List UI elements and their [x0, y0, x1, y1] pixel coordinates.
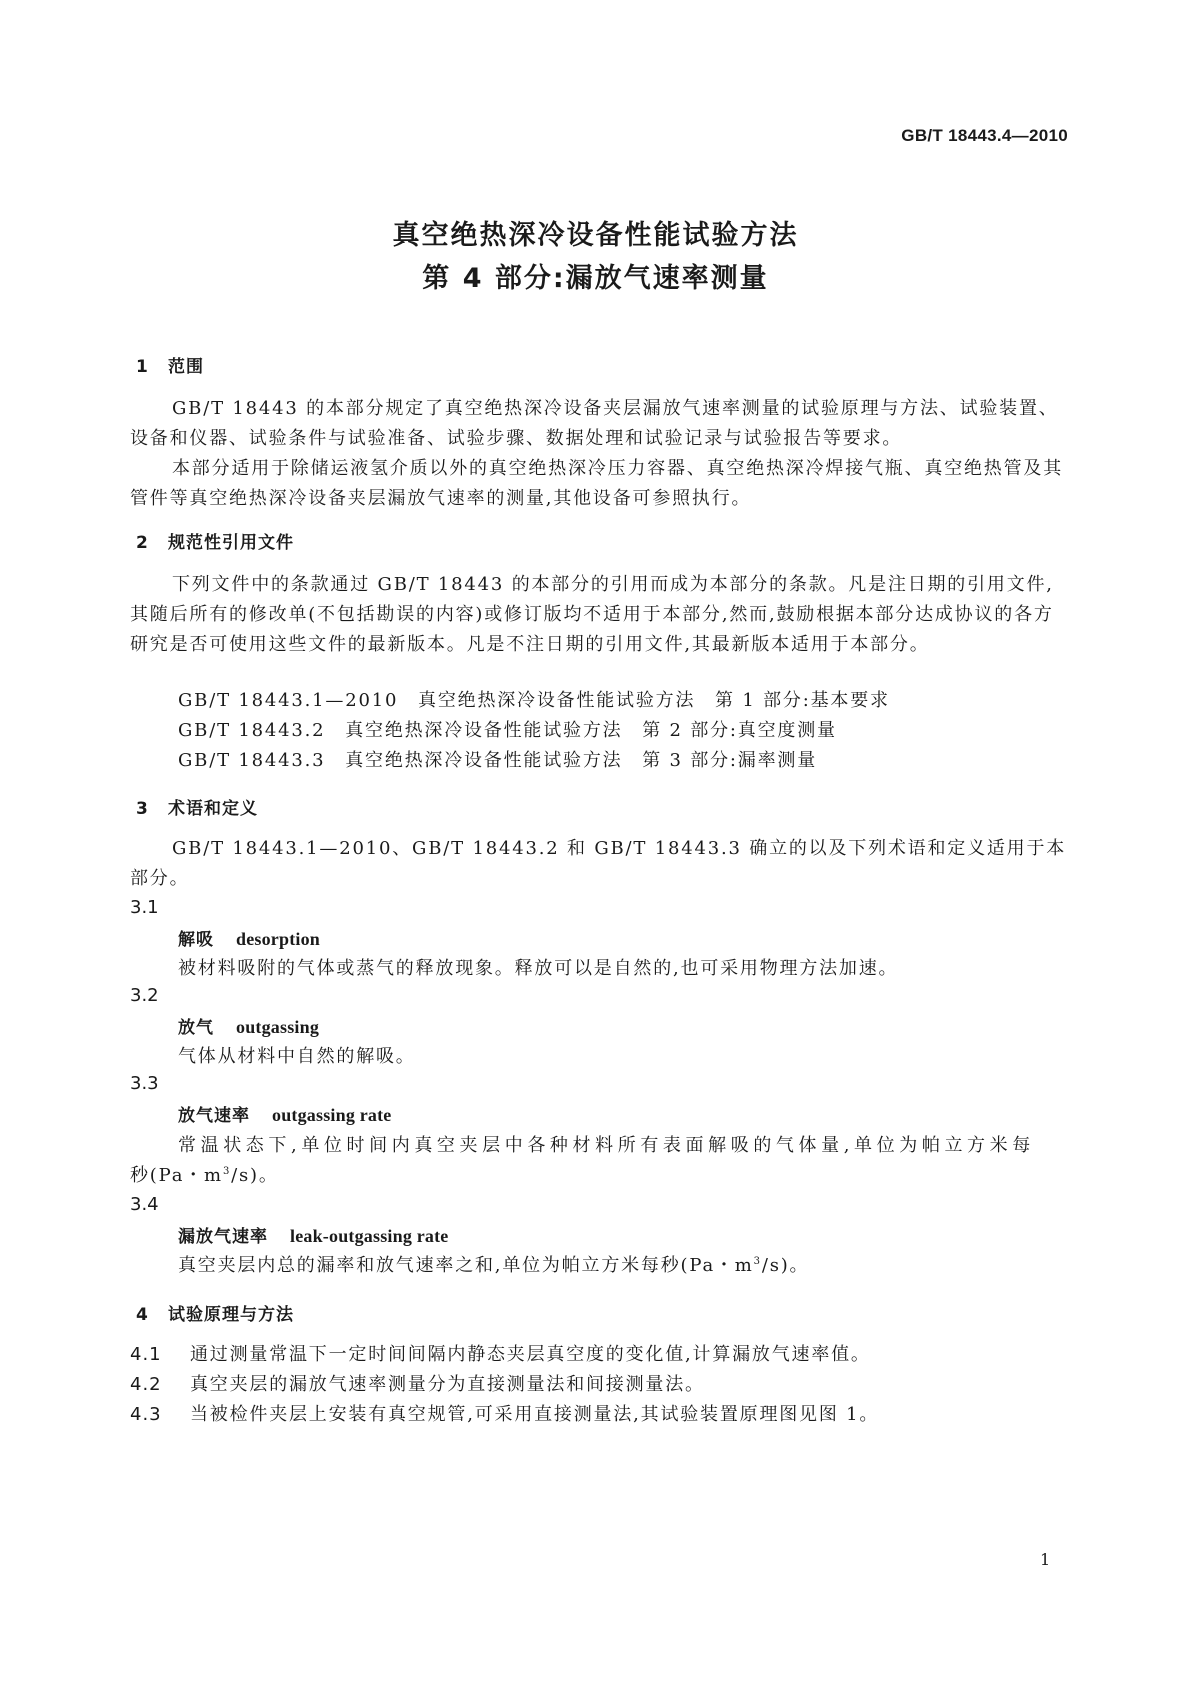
clause-item: 4.3 当被检件夹层上安装有真空规管,可采用直接测量法,其试验装置原理图见图 1。 [130, 1404, 880, 1425]
term-heading: 放气 outgassing [178, 1017, 320, 1038]
section-2-heading: 2 规范性引用文件 [136, 533, 294, 553]
term-definition: 常温状态下,单位时间内真空夹层中各种材料所有表面解吸的气体量,单位为帕立方米每 [178, 1135, 1035, 1156]
reference-item: GB/T 18443.1—2010 真空绝热深冷设备性能试验方法 第 1 部分:基本要求 [178, 690, 890, 711]
reference-item: GB/T 18443.2 真空绝热深冷设备性能试验方法 第 2 部分:真空度测量 [178, 720, 837, 741]
term-definition: 被材料吸附的气体或蒸气的释放现象。释放可以是自然的,也可采用物理方法加速。 [178, 958, 899, 979]
section-2-paragraph: 下列文件中的条款通过 GB/T 18443 的本部分的引用而成为本部分的条款。凡是注日期的引用文件,其随后所有的修改单(不包括勘误的内容)或修订版均不适用于本部分,然而,鼓励根据本部分达成协议的各方研究是否可使用这些文件的最新版本。凡是不注日期的引用文件,其最新版本适用于本部分。 [130, 574, 1054, 655]
term-heading: 漏放气速率 leak-outgassing rate [178, 1226, 449, 1247]
section-1-paragraph-2: 本部分适用于除储运液氢介质以外的真空绝热深冷压力容器、真空绝热深冷焊接气瓶、真空绝热管及其管件等真空绝热深冷设备夹层漏放气速率的测量,其他设备可参照执行。 [130, 458, 1063, 509]
document-title: 真空绝热深冷设备性能试验方法 [392, 220, 799, 251]
term-definition: 气体从材料中自然的解吸。 [178, 1046, 416, 1067]
term-heading: 解吸 desorption [178, 929, 321, 950]
clause-item: 4.2 真空夹层的漏放气速率测量分为直接测量法和间接测量法。 [130, 1374, 705, 1395]
term-number: 3.4 [130, 1194, 159, 1215]
clause-item: 4.1 通过测量常温下一定时间间隔内静态夹层真空度的变化值,计算漏放气速率值。 [130, 1344, 871, 1365]
term-definition: 真空夹层内总的漏率和放气速率之和,单位为帕立方米每秒(Pa・$m^3/s$)。 [178, 1255, 810, 1276]
section-1-heading: 1 范围 [136, 357, 204, 377]
page-number: 1 [1040, 1550, 1051, 1569]
document-subtitle: 第 4 部分:漏放气速率测量 [422, 263, 769, 294]
term-number: 3.3 [130, 1073, 159, 1094]
reference-item: GB/T 18443.3 真空绝热深冷设备性能试验方法 第 3 部分:漏率测量 [178, 750, 817, 771]
section-1-paragraph-1: GB/T 18443 的本部分规定了真空绝热深冷设备夹层漏放气速率测量的试验原理与方法、试验装置、设备和仪器、试验条件与试验准备、试验步骤、数据处理和试验记录与试验报告等要求。 [130, 398, 1059, 449]
term-definition-continued: 秒(Pa・$m^3/s$)。 [130, 1165, 279, 1186]
term-number: 3.2 [130, 985, 159, 1006]
section-4-heading: 4 试验原理与方法 [136, 1305, 294, 1325]
section-3-heading: 3 术语和定义 [136, 799, 258, 819]
standard-number: GB/T 18443.4—2010 [901, 126, 1068, 145]
term-heading: 放气速率 outgassing rate [178, 1105, 392, 1126]
section-3-paragraph: GB/T 18443.1—2010、GB/T 18443.2 和 GB/T 18443.3 确立的以及下列术语和定义适用于本部分。 [130, 838, 1067, 889]
term-number: 3.1 [130, 897, 159, 918]
